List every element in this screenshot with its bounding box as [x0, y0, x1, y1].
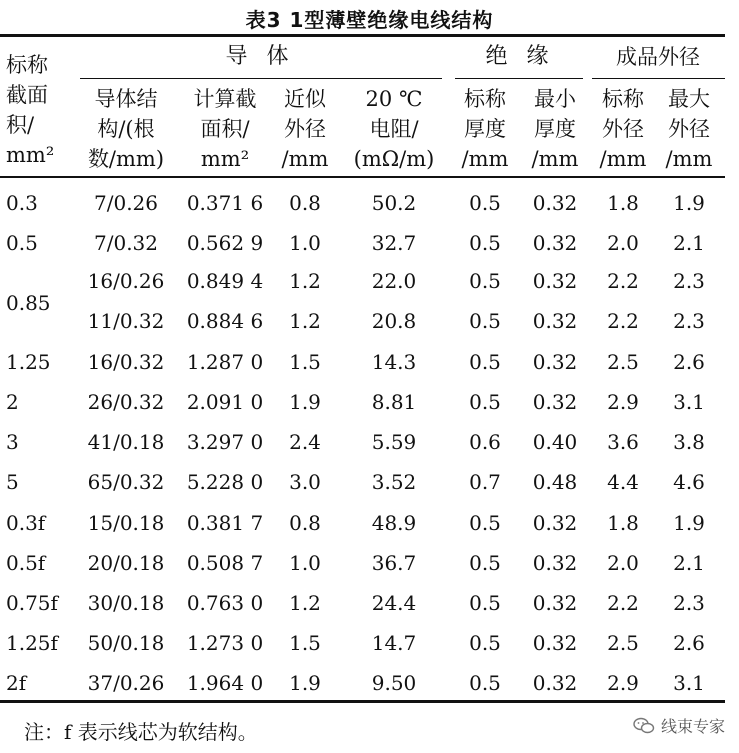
group-conductor: 导 体	[225, 44, 295, 69]
cell-area: 2.091 0	[186, 390, 264, 414]
watermark	[633, 714, 725, 737]
cell-diam: 0.8	[289, 191, 321, 215]
cell-size: 0.5f	[6, 551, 46, 575]
cell-res: 24.4	[371, 591, 417, 615]
cell-size: 5	[6, 470, 19, 494]
cell-size: 3	[6, 430, 19, 454]
cell-diam: 1.2	[289, 309, 321, 333]
cell-nom-od: 2.2	[607, 591, 639, 615]
cell-area: 0.381 7	[186, 511, 264, 535]
cell-nom-t: 0.5	[469, 191, 501, 215]
insulation-underline	[455, 78, 583, 79]
header-col2-line1: 计算截	[193, 87, 257, 111]
cell-nom-t: 0.5	[469, 269, 501, 293]
cell-nom-od: 2.2	[607, 269, 639, 293]
cell-nom-od: 2.0	[607, 231, 639, 255]
cell-min-t: 0.32	[532, 511, 578, 535]
cell-min-t: 0.40	[532, 430, 578, 454]
cell-structure: 7/0.32	[94, 231, 158, 255]
cell-min-t: 0.32	[532, 671, 578, 695]
cell-diam: 1.0	[289, 551, 321, 575]
cell-size: 1.25	[6, 350, 51, 374]
wechat-icon	[633, 717, 655, 735]
cell-area: 0.371 6	[186, 191, 264, 215]
header-col7-line2: 外径	[602, 117, 644, 141]
cell-min-t: 0.32	[532, 551, 578, 575]
cell-area: 1.273 0	[186, 631, 264, 655]
cell-area: 1.287 0	[186, 350, 264, 374]
cell-res: 50.2	[371, 191, 417, 215]
cell-diam: 2.4	[289, 430, 321, 454]
header-col8-line1: 最大	[668, 87, 710, 111]
cell-structure: 50/0.18	[87, 631, 165, 655]
conductor-underline	[80, 78, 442, 79]
cell-max-od: 4.6	[673, 470, 705, 494]
group-insulation: 绝 缘	[485, 44, 555, 69]
cell-min-t: 0.48	[532, 470, 578, 494]
cell-nom-od: 2.0	[607, 551, 639, 575]
cell-structure: 41/0.18	[87, 430, 165, 454]
cell-min-t: 0.32	[532, 269, 578, 293]
cell-max-od: 2.1	[673, 231, 705, 255]
header-col4-line3: (mΩ/m)	[353, 147, 435, 171]
cell-nom-od: 3.6	[607, 430, 639, 454]
cell-nom-od: 2.9	[607, 671, 639, 695]
cell-nom-t: 0.5	[469, 350, 501, 374]
header-col3-line3: /mm	[281, 147, 329, 171]
cell-area: 5.228 0	[186, 470, 264, 494]
cell-min-t: 0.32	[532, 309, 578, 333]
cell-nom-t: 0.5	[469, 309, 501, 333]
cell-structure: 65/0.32	[87, 470, 165, 494]
cell-diam: 1.5	[289, 631, 321, 655]
cell-structure: 37/0.26	[87, 671, 165, 695]
cell-max-od: 2.3	[673, 309, 705, 333]
header-col8-line2: 外径	[668, 117, 710, 141]
cell-max-od: 1.9	[673, 191, 705, 215]
header-col7-line1: 标称	[602, 87, 644, 111]
cell-size: 1.25f	[6, 631, 58, 655]
table-title: 表3 1型薄壁绝缘电线结构	[245, 8, 494, 32]
cell-max-od: 2.3	[673, 591, 705, 615]
cell-max-od: 3.1	[673, 671, 705, 695]
cell-structure: 26/0.32	[87, 390, 165, 414]
cell-area: 0.562 9	[186, 231, 264, 255]
cell-area: 0.508 7	[186, 551, 264, 575]
cell-min-t: 0.32	[532, 350, 578, 374]
cell-nom-od: 2.9	[607, 390, 639, 414]
header-size-line2: 截面	[6, 83, 48, 107]
header-col7-line3: /mm	[599, 147, 647, 171]
cell-area: 0.763 0	[186, 591, 264, 615]
table-note: 注：f 表示线芯为软结构。	[24, 720, 258, 744]
cell-nom-t: 0.5	[469, 390, 501, 414]
header-size-line3: 积/	[6, 113, 35, 137]
outer-underline	[592, 78, 725, 79]
merged-size-cell: 0.85	[6, 291, 51, 315]
bottom-rule	[0, 700, 725, 703]
header-col5-line1: 标称	[464, 87, 506, 111]
header-col1-line2: 构/(根	[97, 117, 155, 141]
cell-diam: 0.8	[289, 511, 321, 535]
cell-res: 3.52	[371, 470, 417, 494]
header-col5-line3: /mm	[461, 147, 509, 171]
cell-min-t: 0.32	[532, 390, 578, 414]
header-col3-line2: 外径	[284, 117, 326, 141]
header-col8-line3: /mm	[665, 147, 713, 171]
cell-min-t: 0.32	[532, 231, 578, 255]
cell-size: 2f	[6, 671, 27, 695]
cell-min-t: 0.32	[532, 631, 578, 655]
cell-diam: 1.0	[289, 231, 321, 255]
header-col2-line2: 面积/	[200, 117, 250, 141]
cell-size: 2	[6, 390, 19, 414]
cell-structure: 30/0.18	[87, 591, 165, 615]
header-col3-line1: 近似	[284, 87, 326, 111]
cell-nom-t: 0.7	[469, 470, 501, 494]
cell-res: 36.7	[371, 551, 417, 575]
cell-res: 14.7	[371, 631, 417, 655]
cell-structure: 20/0.18	[87, 551, 165, 575]
cell-res: 5.59	[371, 430, 417, 454]
cell-area: 0.884 6	[186, 309, 264, 333]
cell-nom-od: 2.2	[607, 309, 639, 333]
cell-res: 48.9	[371, 511, 417, 535]
cell-max-od: 3.8	[673, 430, 705, 454]
header-size-line4: mm²	[6, 143, 55, 167]
header-col6-line3: /mm	[531, 147, 579, 171]
header-rule	[0, 176, 725, 178]
cell-diam: 1.2	[289, 269, 321, 293]
cell-diam: 1.9	[289, 671, 321, 695]
cell-nom-od: 1.8	[607, 511, 639, 535]
cell-nom-od: 1.8	[607, 191, 639, 215]
cell-structure: 16/0.32	[87, 350, 165, 374]
cell-diam: 1.2	[289, 591, 321, 615]
cell-size: 0.3	[6, 191, 38, 215]
cell-nom-t: 0.5	[469, 631, 501, 655]
header-col6-line1: 最小	[534, 87, 576, 111]
header-col4-line1: 20 ℃	[365, 87, 423, 111]
cell-res: 22.0	[371, 269, 417, 293]
cell-nom-od: 2.5	[607, 631, 639, 655]
cell-structure: 16/0.26	[87, 269, 165, 293]
cell-nom-t: 0.5	[469, 591, 501, 615]
cell-res: 9.50	[371, 671, 417, 695]
header-col1-line1: 导体结	[94, 87, 158, 111]
cell-max-od: 2.6	[673, 350, 705, 374]
watermark-text: 线束专家	[660, 717, 725, 736]
cell-area: 3.297 0	[186, 430, 264, 454]
cell-res: 20.8	[371, 309, 417, 333]
cell-max-od: 2.3	[673, 269, 705, 293]
header-col1-line3: 数/mm)	[87, 147, 165, 171]
cell-nom-od: 2.5	[607, 350, 639, 374]
cell-nom-t: 0.5	[469, 511, 501, 535]
cell-diam: 1.5	[289, 350, 321, 374]
cell-res: 14.3	[371, 350, 417, 374]
cell-max-od: 2.6	[673, 631, 705, 655]
cell-size: 0.5	[6, 231, 38, 255]
cell-structure: 15/0.18	[87, 511, 165, 535]
cell-diam: 3.0	[289, 470, 321, 494]
cell-diam: 1.9	[289, 390, 321, 414]
cell-nom-t: 0.6	[469, 430, 501, 454]
header-size-line1: 标称	[6, 53, 48, 77]
cell-structure: 11/0.32	[87, 309, 165, 333]
cell-area: 1.964 0	[186, 671, 264, 695]
header-col6-line2: 厚度	[534, 117, 576, 141]
top-rule	[0, 34, 725, 37]
cell-nom-t: 0.5	[469, 671, 501, 695]
cell-structure: 7/0.26	[94, 191, 158, 215]
cell-nom-t: 0.5	[469, 231, 501, 255]
header-col4-line2: 电阻/	[369, 117, 419, 141]
header-col5-line2: 厚度	[464, 117, 506, 141]
cell-res: 8.81	[371, 390, 417, 414]
header-col2-line3: mm²	[200, 147, 250, 171]
cell-size: 0.75f	[6, 591, 58, 615]
cell-min-t: 0.32	[532, 191, 578, 215]
cell-area: 0.849 4	[186, 269, 264, 293]
cell-max-od: 3.1	[673, 390, 705, 414]
cell-min-t: 0.32	[532, 591, 578, 615]
cell-max-od: 1.9	[673, 511, 705, 535]
cell-max-od: 2.1	[673, 551, 705, 575]
cell-nom-od: 4.4	[607, 470, 639, 494]
group-outer-diameter: 成品外径	[616, 45, 700, 69]
cell-size: 0.3f	[6, 511, 46, 535]
cell-res: 32.7	[371, 231, 417, 255]
cell-nom-t: 0.5	[469, 551, 501, 575]
